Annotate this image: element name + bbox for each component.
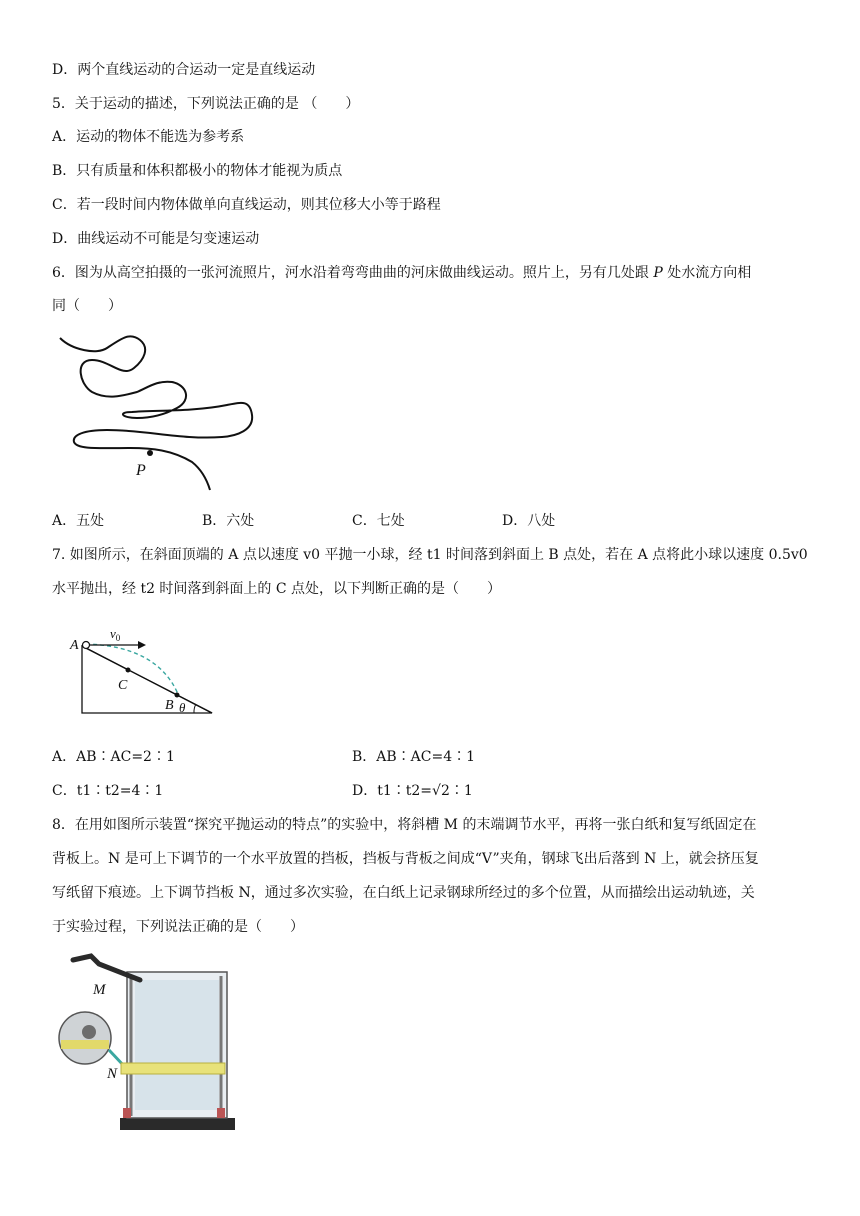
q5-option-c: C．若一段时间内物体做单向直线运动，则其位移大小等于路程	[52, 197, 441, 213]
apparatus-figure	[55, 950, 245, 1140]
velocity-arrowhead	[138, 641, 146, 649]
river-curve	[60, 336, 252, 490]
angle-arc	[194, 704, 196, 713]
foot-left	[123, 1108, 131, 1118]
q7-stem-line1: 7. 如图所示，在斜面顶端的 A 点以速度 v0 平抛一小球，经 t1 时间落到斜面上 B 点处，若在 A 点将此小球以速度 0.5v0	[52, 547, 808, 563]
label-c: C	[118, 678, 128, 693]
q6-option-a: A．五处	[52, 513, 105, 529]
label-theta: θ	[179, 700, 186, 715]
q6-option-b: B．六处	[202, 513, 255, 529]
q7-stem-line2: 水平抛出，经 t2 时间落到斜面上的 C 点处，以下判断正确的是（ ）	[52, 581, 502, 597]
inset-ball	[82, 1025, 96, 1039]
ball-a	[83, 642, 90, 649]
inset-board	[61, 1040, 109, 1049]
q6-option-d: D．八处	[502, 513, 556, 529]
back-board-glass	[135, 980, 219, 1110]
label-n: N	[107, 1066, 118, 1082]
q8-stem-line4: 于实验过程，下列说法正确的是（ ）	[52, 919, 304, 935]
label-m: M	[93, 982, 106, 998]
point-b-marker	[175, 693, 180, 698]
trajectory-dashed	[86, 644, 178, 694]
foot-right	[217, 1108, 225, 1118]
label-v0: $v_0$	[110, 626, 121, 643]
chute-m	[73, 956, 140, 980]
label-a: A	[70, 638, 79, 653]
q4-option-d: D．两个直线运动的合运动一定是直线运动	[52, 62, 316, 78]
incline-slope	[82, 646, 212, 713]
board-n	[121, 1063, 225, 1074]
q6-stem-line2: 同（ ）	[52, 298, 122, 314]
q8-stem-line3: 写纸留下痕迹。上下调节挡板 N，通过多次实验，在白纸上记录钢球所经过的多个位置，从而描绘出运动轨迹，关	[52, 885, 755, 901]
inset-circle	[59, 1012, 111, 1064]
q7-option-d: D．t1∶t2=√2∶1	[352, 783, 473, 799]
q7-option-b: B．AB∶AC=4∶1	[352, 749, 476, 765]
q5-option-b: B．只有质量和体积都极小的物体才能视为质点	[52, 163, 343, 179]
q8-stem-line1: 8．在用如图所示装置“探究平抛运动的特点”的实验中，将斜槽 M 的末端调节水平，再将一张白纸和复写纸固定在	[52, 817, 757, 833]
q7-option-a: A．AB∶AC=2∶1	[52, 749, 175, 765]
q5-option-d: D．曲线运动不可能是匀变速运动	[52, 231, 260, 247]
apparatus-base	[120, 1118, 235, 1130]
point-c-marker	[126, 668, 131, 673]
q6-stem-line1: 6．图为从高空拍摄的一张河流照片，河水沿着弯弯曲曲的河床做曲线运动。照片上，另有几处跟 P 处水流方向相	[52, 265, 752, 281]
incline-figure	[62, 618, 222, 718]
q7-option-c: C．t1∶t2=4∶1	[52, 783, 164, 799]
point-p-label: P	[136, 462, 146, 479]
river-figure	[52, 330, 272, 500]
point-p-marker	[147, 450, 153, 456]
q5-stem: 5．关于运动的描述，下列说法正确的是 （ ）	[52, 96, 360, 112]
q6-option-c: C．七处	[352, 513, 405, 529]
q8-stem-line2: 背板上。N 是可上下调节的一个水平放置的挡板，挡板与背板之间成“V”夹角，钢球飞出后落到 N 上，就会挤压复	[52, 851, 759, 867]
label-b: B	[165, 698, 174, 713]
q5-option-a: A．运动的物体不能选为参考系	[52, 129, 245, 145]
